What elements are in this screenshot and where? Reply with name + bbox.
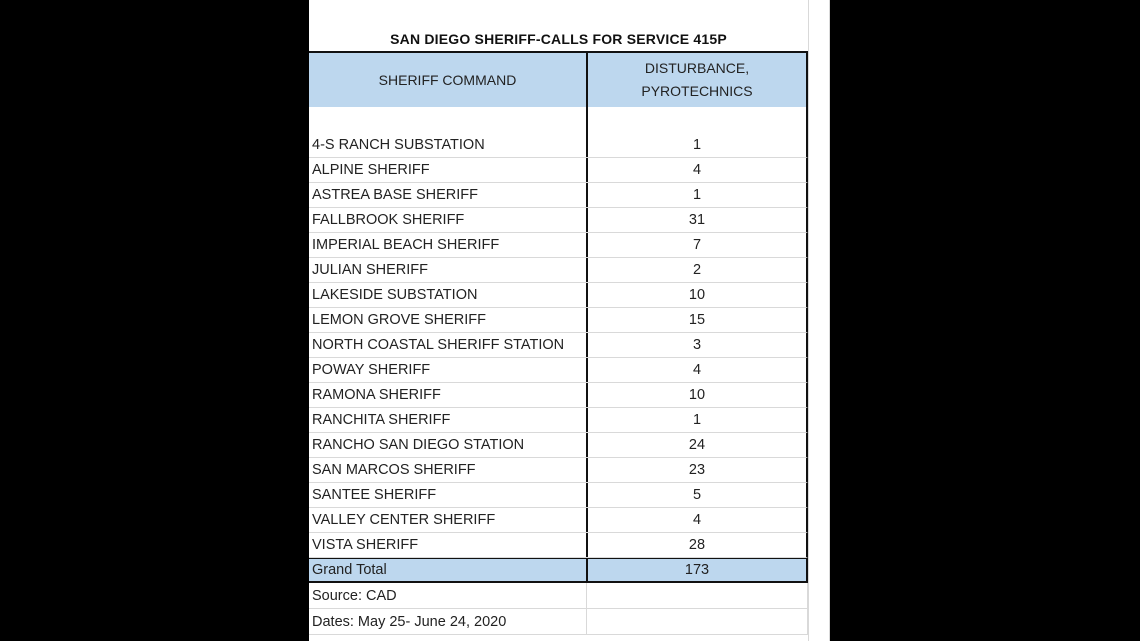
sheriff-command-cell[interactable]: POWAY SHERIFF	[312, 362, 431, 378]
grand-total-value[interactable]: 173	[586, 559, 806, 581]
table-row	[309, 183, 808, 208]
call-count-cell[interactable]: 1	[586, 183, 806, 207]
table-row	[309, 483, 808, 508]
table-row	[309, 233, 808, 258]
dates-row	[309, 609, 808, 635]
source-row	[309, 583, 808, 609]
spreadsheet-sheet	[309, 0, 830, 641]
sheriff-command-cell[interactable]: ASTREA BASE SHERIFF	[312, 187, 478, 203]
sheriff-command-cell[interactable]: RANCHO SAN DIEGO STATION	[312, 437, 525, 453]
gridline	[829, 0, 830, 641]
table-row	[309, 408, 808, 433]
table-row	[309, 458, 808, 483]
header-col2-line2: PYROTECHNICS	[641, 83, 753, 99]
sheriff-command-cell[interactable]: FALLBROOK SHERIFF	[312, 212, 465, 228]
table-row	[309, 133, 808, 158]
call-count-cell[interactable]: 2	[586, 258, 806, 282]
table-title: SAN DIEGO SHERIFF-CALLS FOR SERVICE 415P	[390, 31, 727, 47]
header-disturbance-pyrotechnics[interactable]	[586, 53, 806, 107]
call-count-cell[interactable]: 4	[586, 508, 806, 532]
call-count-cell[interactable]: 5	[586, 483, 806, 507]
call-count-cell[interactable]: 4	[586, 358, 806, 382]
table-row	[309, 158, 808, 183]
call-count-cell[interactable]: 10	[586, 283, 806, 307]
call-count-cell[interactable]: 15	[586, 308, 806, 332]
table-row	[309, 308, 808, 333]
table-header-row	[309, 51, 808, 107]
sheriff-command-cell[interactable]: NORTH COASTAL SHERIFF STATION	[312, 337, 565, 353]
sheriff-command-cell[interactable]: RANCHITA SHERIFF	[312, 412, 451, 428]
sheriff-command-cell[interactable]: JULIAN SHERIFF	[312, 262, 429, 278]
source-text[interactable]: Source: CAD	[312, 588, 397, 604]
call-count-cell[interactable]: 3	[586, 333, 806, 357]
call-count-cell[interactable]: 28	[586, 533, 806, 557]
call-count-cell[interactable]: 24	[586, 433, 806, 457]
call-count-cell[interactable]: 1	[586, 133, 806, 157]
calls-table	[309, 51, 808, 635]
table-row	[309, 433, 808, 458]
empty-row	[309, 107, 808, 133]
grand-total-row	[309, 558, 808, 583]
header-sheriff-command[interactable]: SHERIFF COMMAND	[378, 72, 517, 88]
call-count-cell[interactable]: 4	[586, 158, 806, 182]
table-row	[309, 258, 808, 283]
call-count-cell[interactable]: 10	[586, 383, 806, 407]
call-count-cell[interactable]: 23	[586, 458, 806, 482]
empty-cell[interactable]	[586, 609, 808, 634]
table-row	[309, 208, 808, 233]
table-row	[309, 383, 808, 408]
sheriff-command-cell[interactable]: ALPINE SHERIFF	[312, 162, 430, 178]
table-row	[309, 358, 808, 383]
table-row	[309, 533, 808, 558]
table-row	[309, 333, 808, 358]
sheriff-command-cell[interactable]: VALLEY CENTER SHERIFF	[312, 512, 496, 528]
header-col2-line1: DISTURBANCE,	[644, 60, 750, 76]
call-count-cell[interactable]: 31	[586, 208, 806, 232]
sheriff-command-cell[interactable]: 4-S RANCH SUBSTATION	[312, 137, 485, 153]
sheriff-command-cell[interactable]: LAKESIDE SUBSTATION	[312, 287, 478, 303]
call-count-cell[interactable]: 1	[586, 408, 806, 432]
sheriff-command-cell[interactable]: VISTA SHERIFF	[312, 537, 419, 553]
dates-text[interactable]: Dates: May 25- June 24, 2020	[312, 614, 507, 630]
table-body	[309, 133, 808, 558]
sheriff-command-cell[interactable]: LEMON GROVE SHERIFF	[312, 312, 487, 328]
gridline	[808, 0, 809, 641]
sheriff-command-cell[interactable]: IMPERIAL BEACH SHERIFF	[312, 237, 500, 253]
table-row	[309, 283, 808, 308]
grand-total-label[interactable]: Grand Total	[312, 562, 387, 578]
sheriff-command-cell[interactable]: RAMONA SHERIFF	[312, 387, 441, 403]
empty-cell[interactable]	[586, 583, 808, 608]
sheriff-command-cell[interactable]: SANTEE SHERIFF	[312, 487, 437, 503]
call-count-cell[interactable]: 7	[586, 233, 806, 257]
sheriff-command-cell[interactable]: SAN MARCOS SHERIFF	[312, 462, 476, 478]
table-row	[309, 508, 808, 533]
